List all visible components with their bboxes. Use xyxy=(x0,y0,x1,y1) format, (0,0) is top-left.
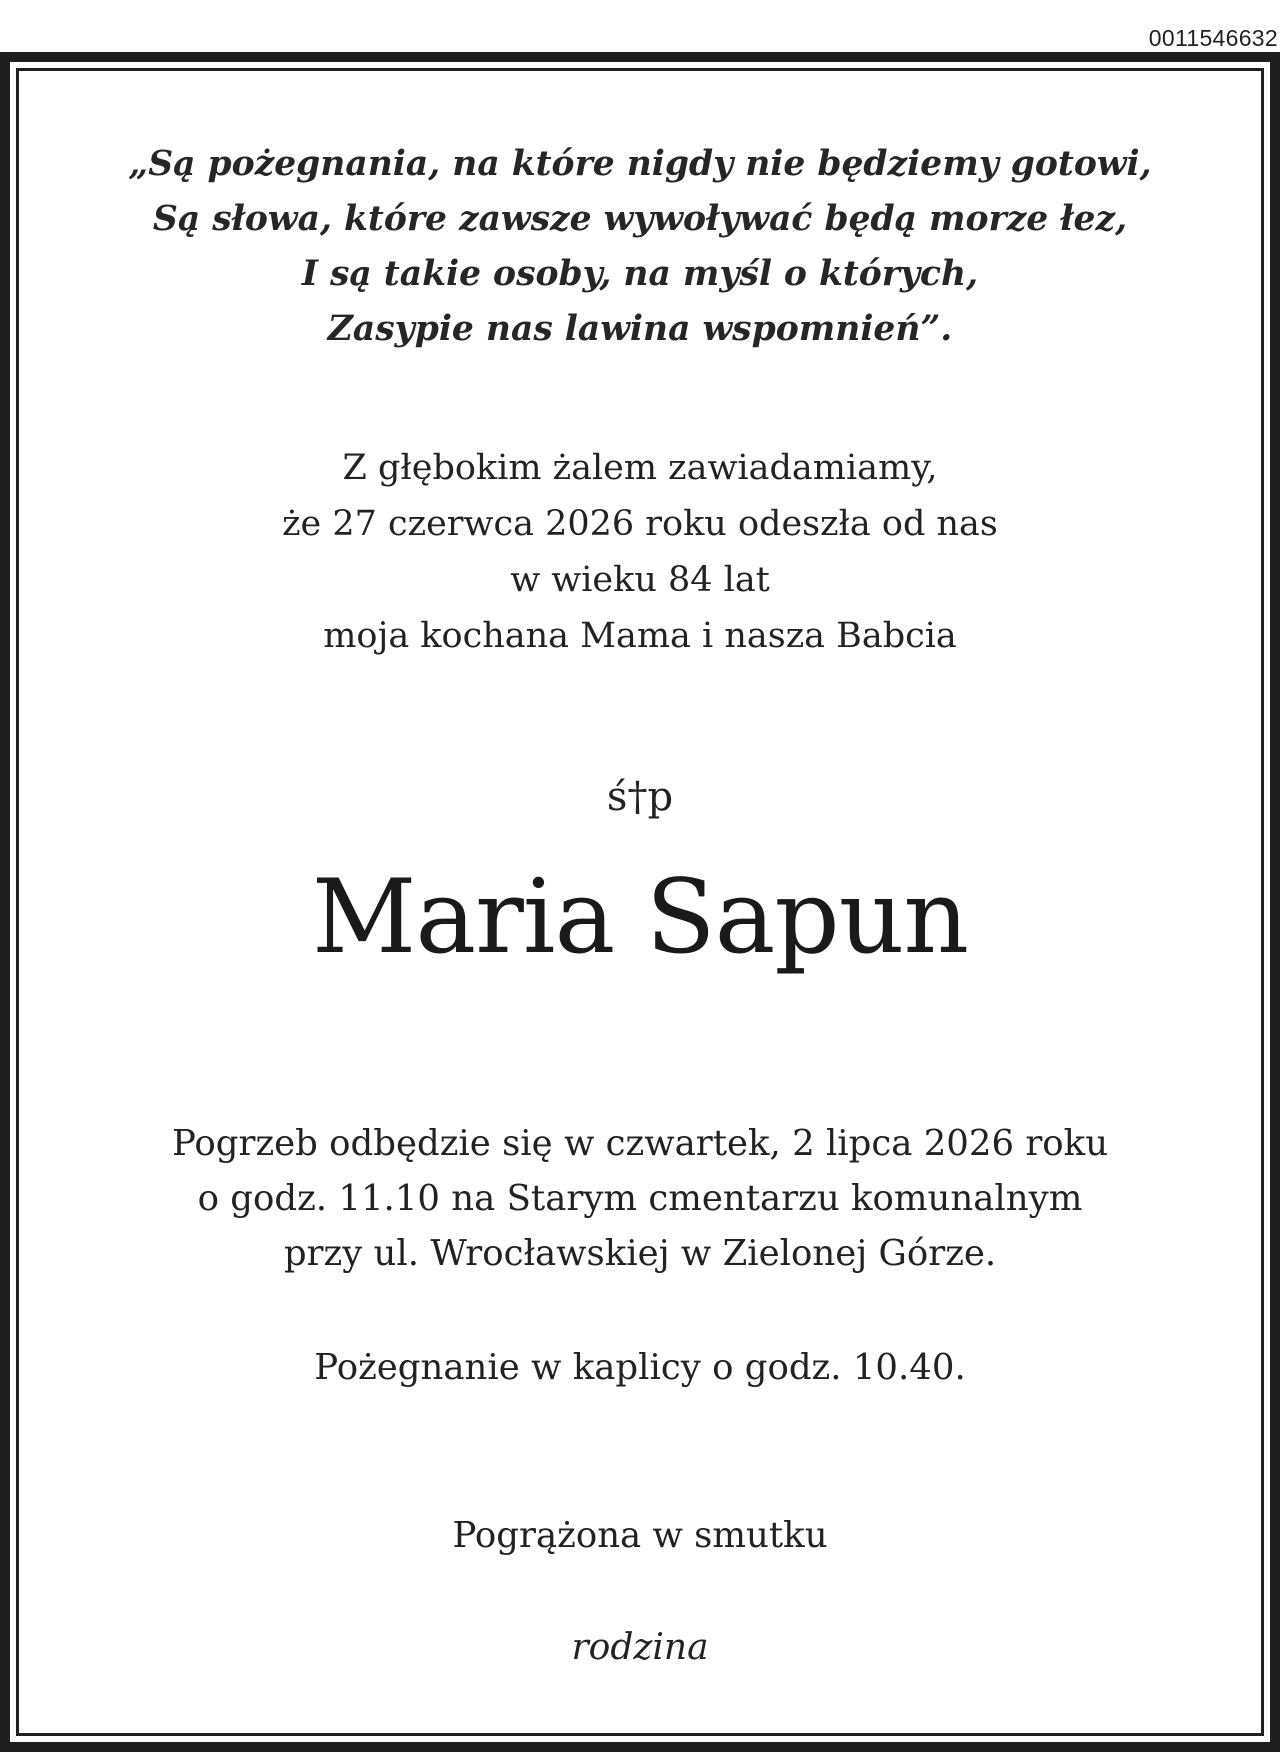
quote-line: Są słowa, które zawsze wywoływać będą morze łez, xyxy=(152,199,1128,239)
funeral-line: przy ul. Wrocławskiej w Zielonej Górze. xyxy=(283,1233,997,1274)
quote-block xyxy=(30,137,1250,357)
ad-id-number: 0011546632 xyxy=(1148,25,1278,51)
funeral-details xyxy=(30,1116,1250,1281)
stp-abbreviation: ś†p xyxy=(606,774,674,820)
quote-line: „Są pożegnania, na które nigdy nie będziemy gotowi, xyxy=(128,144,1152,184)
family-signature: rodzina xyxy=(571,1627,709,1668)
quote-line: Zasypie nas lawina wspomnień”. xyxy=(327,309,953,349)
announcement-line: że 27 czerwca 2026 roku odeszła od nas xyxy=(282,504,998,544)
mourning-text: Pogrążona w smutku xyxy=(452,1515,828,1556)
funeral-line: Pogrzeb odbędzie się w czwartek, 2 lipca 2026 roku xyxy=(171,1123,1109,1164)
chapel-farewell: Pożegnanie w kaplicy o godz. 10.40. xyxy=(314,1347,966,1388)
deceased-name: Maria Sapun xyxy=(311,858,969,977)
quote-line: I są takie osoby, na myśl o których, xyxy=(301,254,979,294)
announcement-block xyxy=(30,440,1250,664)
announcement-line: w wieku 84 lat xyxy=(510,560,770,600)
announcement-line: Z głębokim żalem zawiadamiamy, xyxy=(342,448,938,488)
announcement-line: moja kochana Mama i nasza Babcia xyxy=(323,616,957,656)
funeral-line: o godz. 11.10 na Starym cmentarzu komunalnym xyxy=(197,1178,1083,1219)
